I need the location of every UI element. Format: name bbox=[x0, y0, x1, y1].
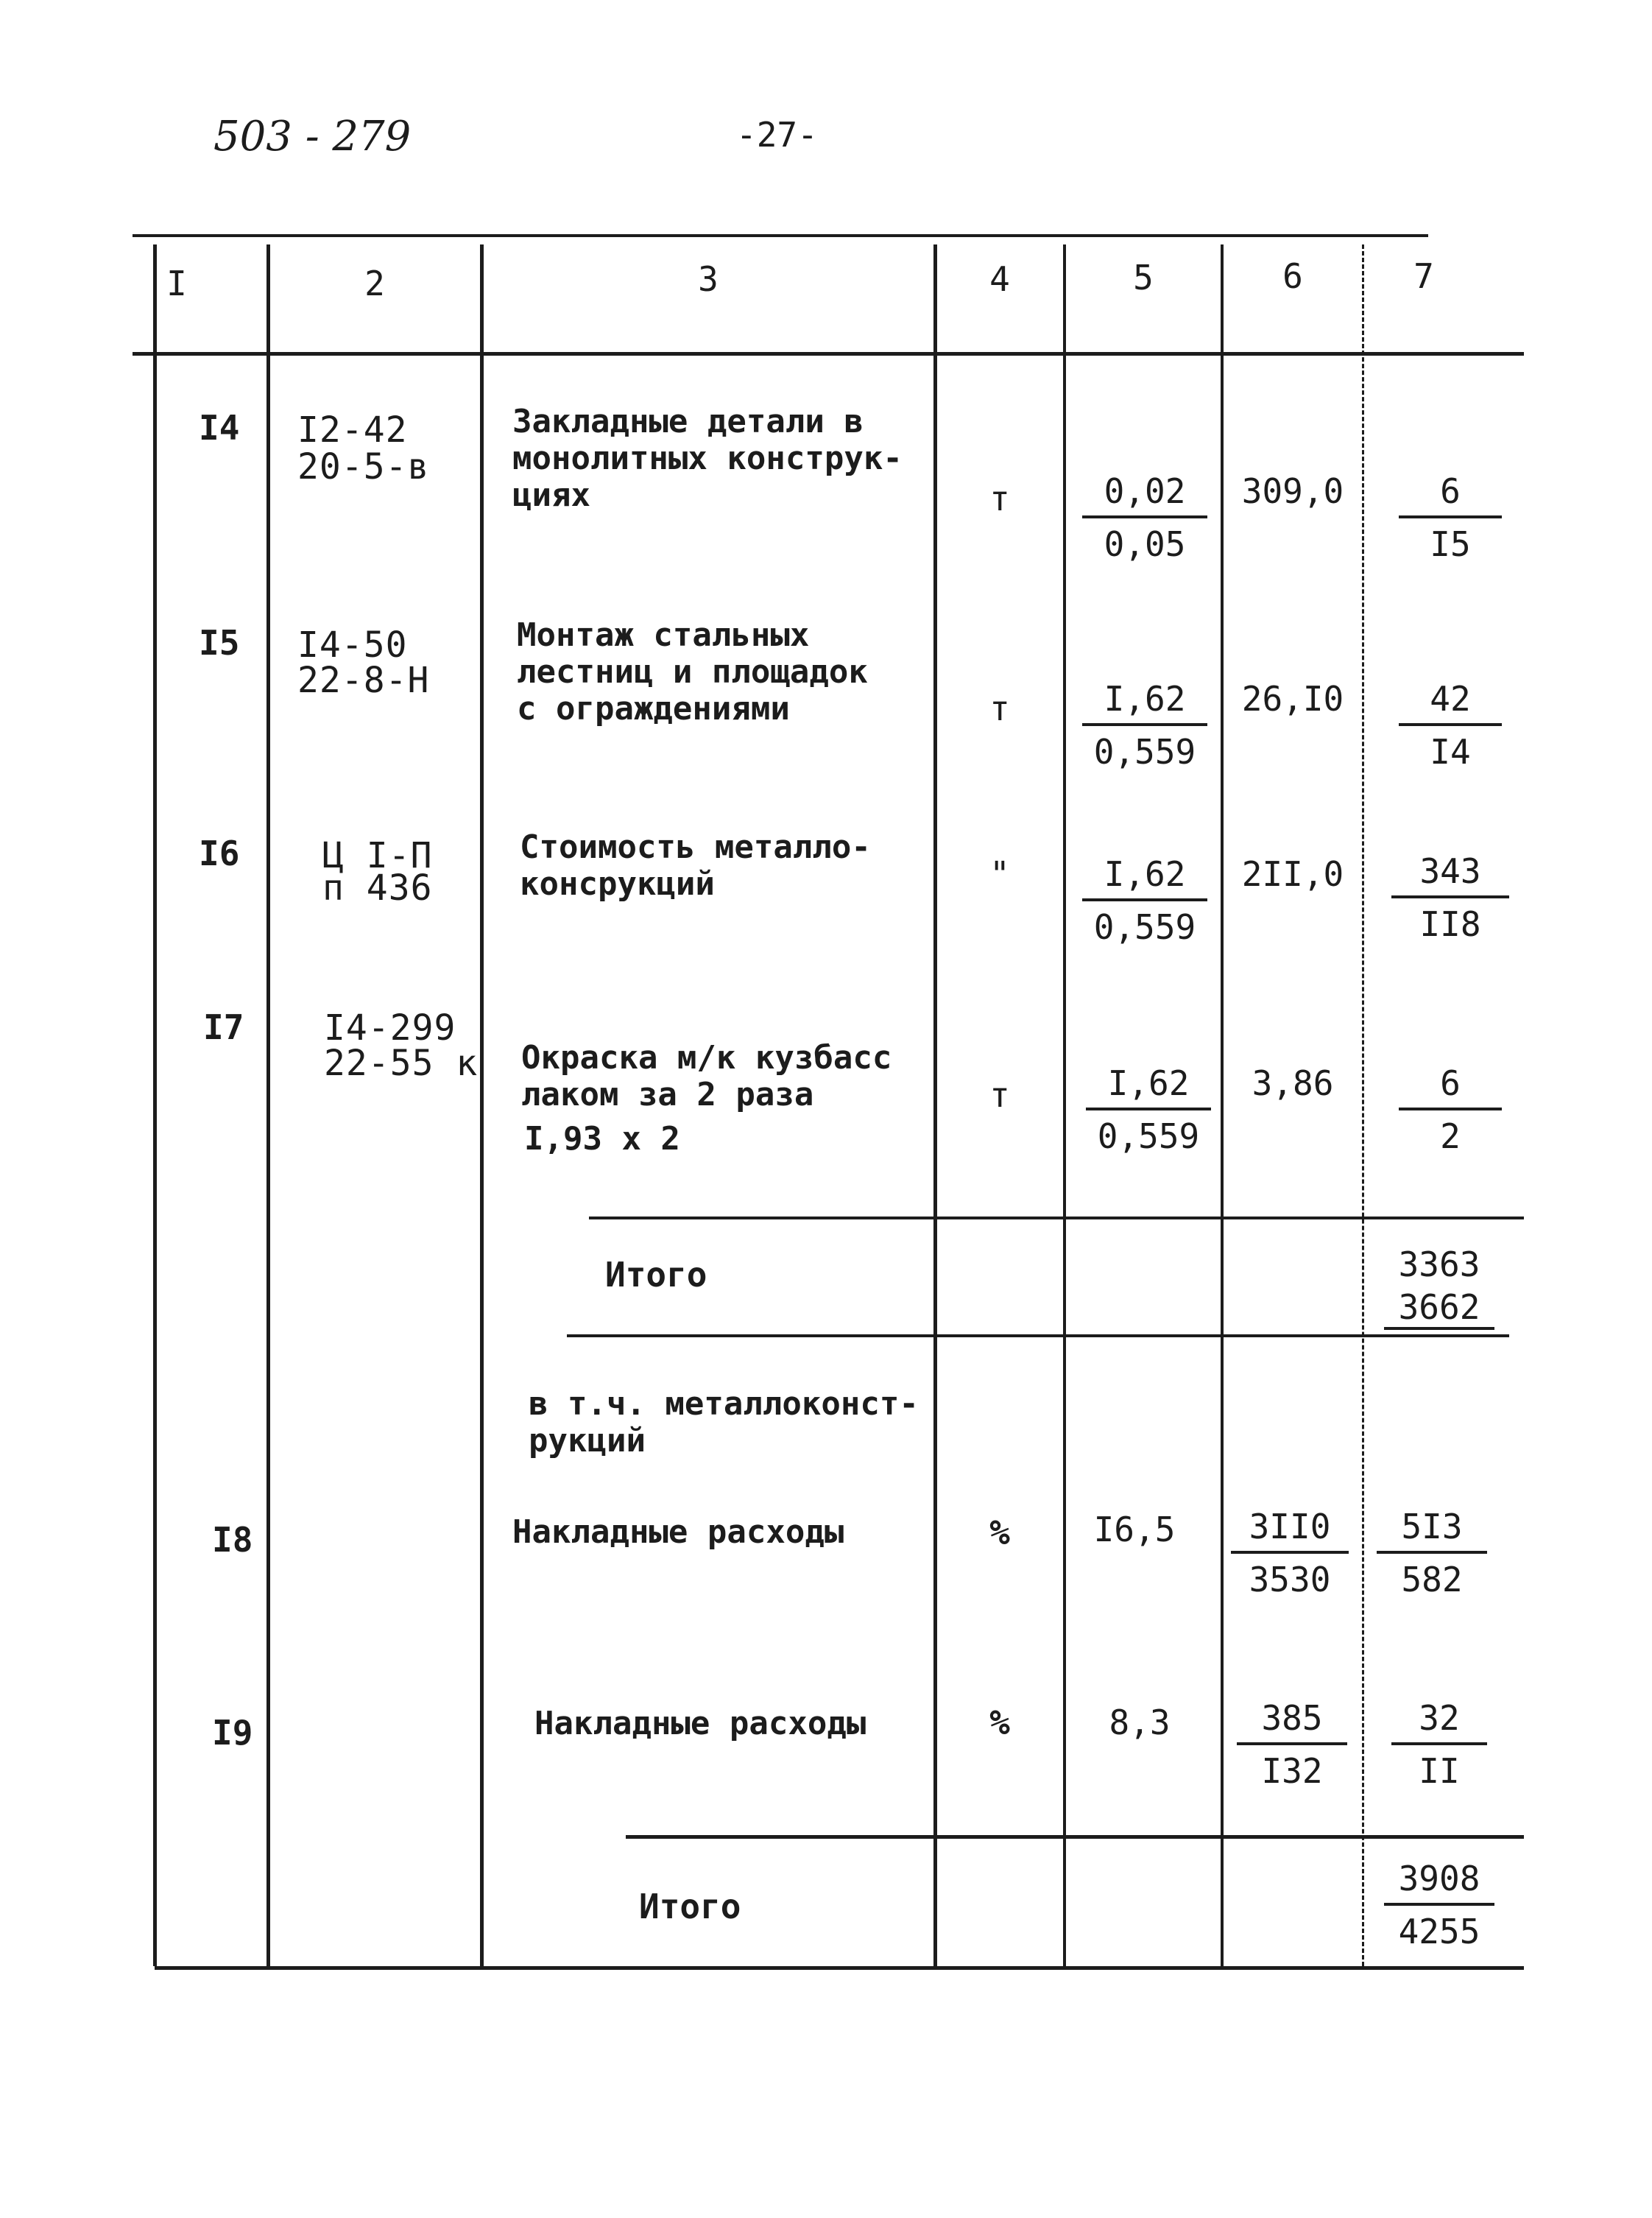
row-price: 2II,0 bbox=[1241, 854, 1344, 894]
overhead-row-description: Накладные расходы bbox=[534, 1705, 866, 1742]
row-total bbox=[1391, 851, 1509, 944]
row-number: I5 bbox=[199, 623, 240, 663]
overhead-row-unit: % bbox=[989, 1513, 1010, 1552]
overhead-row-description: Накладные расходы bbox=[512, 1513, 844, 1551]
row-description: Стоимость металло- консрукций bbox=[520, 828, 871, 903]
row-description: Окраска м/к кузбасс лаком за 2 раза bbox=[521, 1039, 892, 1113]
row-qty-bottom: 0,559 bbox=[1093, 732, 1196, 772]
metal-structures-note: в т.ч. металлоконст- рукций bbox=[529, 1385, 919, 1460]
row-ref-line2: 22-55 к bbox=[324, 1043, 479, 1084]
row-total bbox=[1399, 471, 1502, 564]
total-top: 3908 bbox=[1384, 1859, 1494, 1906]
subtotal1-bottom: 3662 bbox=[1384, 1284, 1494, 1330]
row-qty-bottom: 0,05 bbox=[1104, 524, 1186, 564]
row-qty bbox=[1086, 1063, 1211, 1156]
overhead-row-base bbox=[1231, 1507, 1349, 1599]
row-qty bbox=[1082, 854, 1207, 947]
total-top-line bbox=[626, 1835, 1524, 1839]
subtotal1-value bbox=[1384, 1244, 1494, 1330]
row-total-bottom: 2 bbox=[1440, 1116, 1461, 1156]
col-divider-2 bbox=[266, 244, 270, 1966]
subtotal1-label: Итого bbox=[605, 1255, 707, 1295]
overhead-row-number: I8 bbox=[212, 1520, 253, 1560]
row-number: I7 bbox=[203, 1007, 244, 1047]
row-qty bbox=[1082, 471, 1207, 564]
overhead-row-base-top: 3II0 bbox=[1231, 1507, 1349, 1554]
total-value bbox=[1384, 1859, 1494, 1951]
overhead-row-total bbox=[1391, 1698, 1487, 1791]
row-qty-top: I,62 bbox=[1082, 679, 1207, 726]
row-qty-bottom: 0,559 bbox=[1093, 907, 1196, 947]
column-header-6: 6 bbox=[1282, 256, 1303, 296]
row-unit: т bbox=[989, 479, 1010, 518]
header-bottom-border bbox=[133, 352, 1524, 356]
subtotal1-bottom-line bbox=[567, 1334, 1509, 1337]
total-bottom: 4255 bbox=[1398, 1912, 1480, 1951]
row-number: I6 bbox=[199, 834, 240, 873]
column-header-1: I bbox=[166, 264, 187, 303]
overhead-row-total bbox=[1377, 1507, 1487, 1599]
document-code: 503 - 279 bbox=[213, 113, 412, 161]
row-unit: т bbox=[989, 689, 1010, 728]
subtotal1-top: 3363 bbox=[1398, 1244, 1480, 1284]
col-divider-3 bbox=[480, 244, 484, 1966]
row-total-bottom: I4 bbox=[1430, 732, 1471, 772]
overhead-row-total-bottom: 582 bbox=[1401, 1560, 1463, 1599]
row-qty-top: I,62 bbox=[1082, 854, 1207, 901]
row-total-top: 6 bbox=[1399, 1063, 1502, 1110]
row-total-bottom: II8 bbox=[1419, 904, 1481, 944]
table-top-border bbox=[133, 234, 1428, 237]
overhead-row-rate: 8,3 bbox=[1109, 1703, 1171, 1742]
row-ref-line2: п 436 bbox=[322, 867, 433, 909]
overhead-row-unit: % bbox=[989, 1703, 1010, 1742]
row-qty-top: I,62 bbox=[1086, 1063, 1211, 1110]
overhead-row-number: I9 bbox=[212, 1713, 253, 1753]
row-number: I4 bbox=[199, 408, 240, 448]
row-qty-bottom: 0,559 bbox=[1097, 1116, 1200, 1156]
row-description-extra: I,93 x 2 bbox=[524, 1120, 680, 1158]
col-divider-7 bbox=[1362, 244, 1364, 1966]
row-unit: т bbox=[989, 1075, 1010, 1115]
row-total-bottom: I5 bbox=[1430, 524, 1471, 564]
overhead-row-base-bottom: I32 bbox=[1261, 1751, 1323, 1791]
column-header-5: 5 bbox=[1133, 258, 1154, 298]
subtotal1-top-line bbox=[589, 1217, 1524, 1219]
row-total bbox=[1399, 679, 1502, 772]
overhead-row-rate: I6,5 bbox=[1093, 1510, 1176, 1549]
overhead-row-total-bottom: II bbox=[1419, 1751, 1460, 1791]
column-header-3: 3 bbox=[698, 259, 719, 299]
row-ref-line1: Ц I-П bbox=[322, 835, 433, 876]
overhead-row-base bbox=[1237, 1698, 1347, 1791]
column-header-7: 7 bbox=[1413, 256, 1434, 296]
page-number: -27- bbox=[736, 115, 818, 155]
row-total-top: 6 bbox=[1399, 471, 1502, 518]
row-total-top: 42 bbox=[1399, 679, 1502, 726]
row-description: Закладные детали в монолитных конструк- циях bbox=[512, 403, 903, 514]
row-description: Монтаж стальных лестниц и площадок с ограждениями bbox=[517, 616, 868, 728]
row-qty bbox=[1082, 679, 1207, 772]
overhead-row-base-bottom: 3530 bbox=[1249, 1560, 1331, 1599]
row-ref-line1: I4-50 bbox=[297, 624, 408, 666]
row-ref-line2: 20-5-в bbox=[297, 446, 430, 487]
table-bottom-border bbox=[155, 1966, 1524, 1970]
row-ref-line1: I2-42 bbox=[297, 409, 408, 451]
row-qty-top: 0,02 bbox=[1082, 471, 1207, 518]
row-total-top: 343 bbox=[1391, 851, 1509, 898]
overhead-row-base-top: 385 bbox=[1237, 1698, 1347, 1745]
total-label: Итого bbox=[639, 1887, 741, 1926]
row-price: 309,0 bbox=[1241, 471, 1344, 511]
overhead-row-total-top: 32 bbox=[1391, 1698, 1487, 1745]
row-price: 26,I0 bbox=[1241, 679, 1344, 719]
overhead-row-total-top: 5I3 bbox=[1377, 1507, 1487, 1554]
row-unit: " bbox=[989, 854, 1010, 894]
row-total bbox=[1399, 1063, 1502, 1156]
row-price: 3,86 bbox=[1252, 1063, 1334, 1103]
row-ref-line1: I4-299 bbox=[324, 1007, 456, 1049]
col-divider-1 bbox=[153, 244, 157, 1966]
row-ref-line2: 22-8-Н bbox=[297, 660, 430, 701]
column-header-2: 2 bbox=[364, 264, 385, 303]
column-header-4: 4 bbox=[989, 259, 1010, 299]
